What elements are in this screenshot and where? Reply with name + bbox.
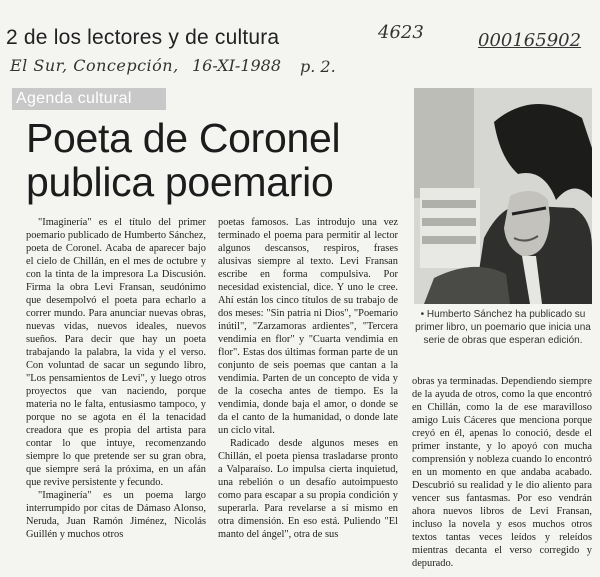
article-paragraph: "Imaginería" es un poema largo interrumpido por citas de Dámaso Alonso, Neruda, Juan Ramón Jiménez, Nicolás Guillén y muchos otros [26, 490, 206, 540]
section-header: 2 de los lectores y de cultura [6, 26, 280, 49]
author-photo-image [414, 88, 592, 304]
article-paragraph: obras ya terminadas. Dependiendo siempre de la ayuda de otros, como la que encontró en Chillán, como la de ese maravilloso amigo Luis Cáceres que menciona porque creyó en él, apenas lo conoció, desde el primer instante, y lo apoyó con mucha comprensión y nobleza cuando lo encontró en un momento en que andaba acabado. Descubrió su realidad y le dio aliento para vencer sus fantasmas. Por eso vendrán ahora nuevos libros de Levi Fransan, incluso la novela y esos muchos otros textos tantas veces leídos y releídos mientras decanta el verso corregido y depurado. [412, 376, 592, 569]
handwritten-date: 16-XI-1988 [192, 56, 282, 75]
handwritten-page: p. 2. [300, 57, 336, 76]
article-column-1 [26, 216, 206, 541]
article-paragraph: Radicado desde algunos meses en Chillán, el poeta piensa trasladarse pronto a Valparaíso. Lo impulsa cierta inquietud, una rebelión o un desafío autoimpuesto como para escapar a su propia condición y superarla. Para revelarse a sí mismo en otra dimensión. En eso está. Puliendo "El manto del ángel", otra de sus [218, 438, 398, 540]
article-column-3 [412, 375, 592, 570]
headline-line-2: publica poemario [26, 159, 334, 205]
article-column-2 [218, 216, 398, 541]
handwritten-archive-number: 000165902 [478, 30, 582, 51]
headline [26, 116, 340, 204]
handwritten-source: El Sur, Concepción, [10, 56, 179, 75]
photo-caption: • Humberto Sánchez ha publicado su primer libro, un poemario que inicia una serie de obras que esperan edición. [415, 309, 591, 346]
article-paragraph: poetas famosos. Las introdujo una vez terminado el poema para permitir al lector algunos descansos, respiros, frases alusivas siempre al texto. Levi Fransan escribe en forma compulsiva. Por necesidad existencial, dice. Y uno le cree. Ahí están los cinco títulos de su trabajo de dos meses: "Sin patria ni Dios", "Poemario inútil", "Zarzamoras ardientes", "Tercera vendimia en flor" y "Cuarta vendimia en flor". Estas dos últimas forman parte de un conjunto de seis poemas que cantan a la vendimia. Parten de un concepto de vida y de la cosecha antes de tiempo. Es la vendimia, donde baja el amor, o donde se da el canto de la humanidad, o donde late un ciclo vital. [218, 217, 398, 436]
rubric-label: Agenda cultural [12, 88, 166, 110]
article-paragraph: "Imaginería" es el título del primer poemario publicado de Humberto Sánchez, poeta de Coronel. Acaba de aparecer bajo el cielo de Chillán, en el mes de octubre y con la tinta de la impresora La Discusión. Firma la obra Levi Fransan, seudónimo que desempolvó el poeta para echarlo a correr mundo. Para anunciar nuevas obras, nuevas vidas, nuevos ideales, nuevos sueños. Para decir que hay un poeta trabajando la palabra, la vida y el verso. Con voluntad de sacar un segundo libro, "Los pensamientos de Levi", y luego otros proyectos que van naciendo, porque materia no le falta, entusiasmo tampoco, y porque no se agota en él la tenacidad creadora que es propia del artista para contar lo que intuye, recomenzando siempre lo que pretende ser su gran obra, que siempre será la próxima, en un afán que revive persistente y fecundo. [26, 217, 206, 488]
handwritten-note-top: 4623 [378, 22, 424, 43]
headline-line-1: Poeta de Coronel [26, 115, 341, 161]
author-photo [414, 88, 592, 304]
